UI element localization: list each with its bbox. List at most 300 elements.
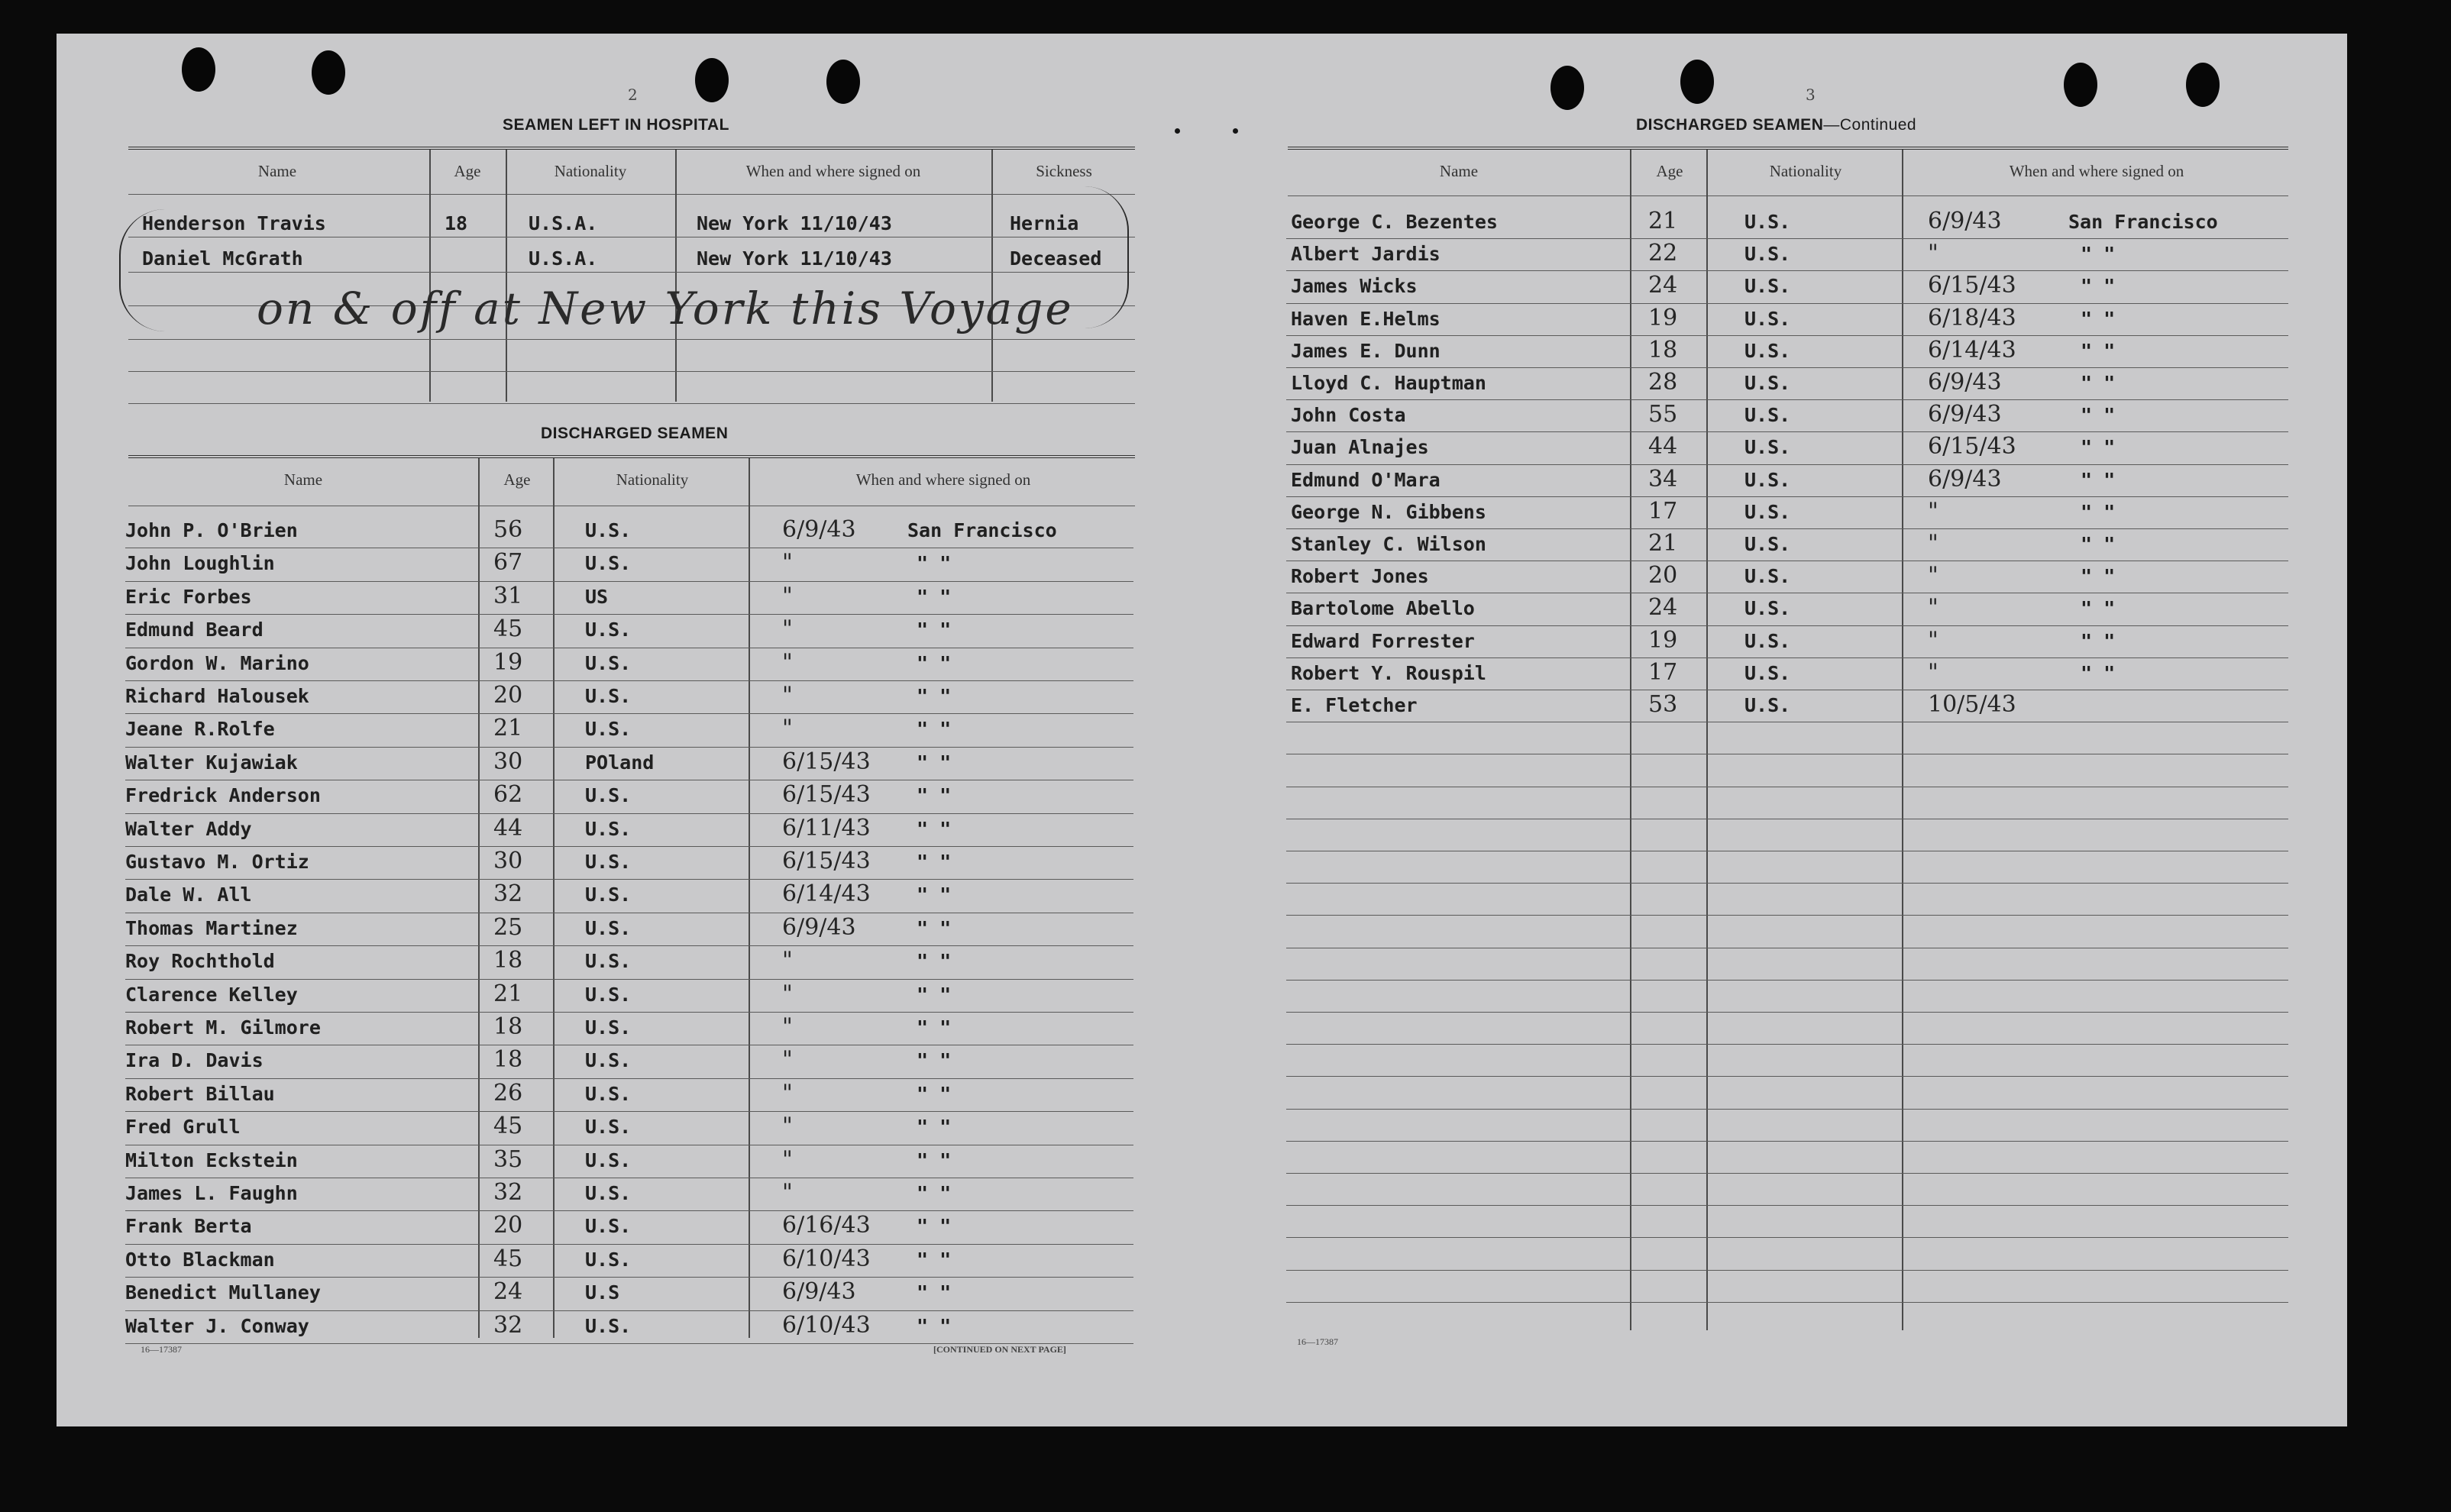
signed-date: "	[782, 947, 793, 974]
seaman-nationality: U.S.	[585, 619, 632, 641]
seaman-nationality: U.S.	[585, 1248, 632, 1271]
seaman-name: Fred Grull	[125, 1116, 241, 1139]
seaman-age: 21	[493, 980, 523, 1007]
seaman-name: Edward Forrester	[1291, 629, 1475, 652]
seaman-nationality: U.S.	[585, 552, 632, 575]
signed-date: 6/16/43	[782, 1212, 871, 1239]
seaman-name: Juan Alnajes	[1291, 436, 1429, 459]
row-rule	[1286, 1141, 2288, 1142]
ditto-marks: " "	[2081, 404, 2116, 427]
row-rule	[125, 1244, 1133, 1245]
signed-date: "	[782, 648, 793, 676]
hospital-nationality: U.S.A.	[529, 247, 598, 270]
seaman-name: James L. Faughn	[125, 1182, 298, 1204]
signed-place: San Francisco	[2068, 211, 2218, 233]
ditto-marks: " "	[917, 1248, 952, 1271]
seaman-nationality: U.S.	[585, 651, 632, 674]
row-rule	[125, 813, 1133, 814]
seaman-age: 31	[493, 582, 523, 609]
seaman-name: Walter J. Conway	[125, 1314, 309, 1337]
col-divider	[1630, 150, 1631, 1330]
row-rule	[125, 747, 1133, 748]
rule	[128, 339, 1135, 340]
seaman-nationality: U.S.	[1744, 436, 1791, 459]
ditto-marks: " "	[917, 1182, 952, 1204]
hospital-sickness: Hernia	[1010, 212, 1079, 234]
signed-date: "	[782, 1179, 793, 1206]
seaman-age: 21	[493, 715, 523, 742]
col-header-age: Age	[503, 470, 531, 489]
ditto-marks: " "	[917, 817, 952, 840]
seaman-name: Richard Halousek	[125, 685, 309, 707]
row-rule	[1286, 367, 2288, 368]
seaman-nationality: U.S.	[585, 685, 632, 707]
col-header-name: Name	[257, 162, 297, 180]
seaman-nationality: US	[585, 585, 609, 608]
seaman-age: 17	[1648, 497, 1678, 525]
handwritten-note: on & off at New York this Voyage	[257, 283, 1074, 334]
col-header-nationality: Nationality	[1769, 162, 1842, 180]
seaman-age: 28	[1648, 369, 1678, 396]
ditto-marks: " "	[2081, 533, 2116, 555]
hospital-age: 18	[445, 212, 468, 234]
col-divider	[553, 458, 555, 1338]
seaman-name: John Costa	[1291, 404, 1406, 427]
signed-date: 6/14/43	[1928, 336, 2016, 363]
seaman-age: 26	[493, 1079, 523, 1107]
ditto-marks: " "	[2081, 307, 2116, 330]
signed-date: "	[1928, 562, 1938, 590]
row-rule	[1286, 1173, 2288, 1174]
row-rule	[125, 1310, 1133, 1311]
seaman-age: 22	[1648, 240, 1678, 267]
signed-place: San Francisco	[907, 519, 1057, 541]
seaman-nationality: U.S.	[585, 519, 632, 541]
punch-hole	[312, 50, 345, 95]
col-divider	[506, 150, 507, 402]
seaman-nationality: U.S.	[585, 1049, 632, 1072]
ditto-marks: " "	[917, 1049, 952, 1072]
row-rule	[1286, 1044, 2288, 1045]
row-rule	[1286, 303, 2288, 304]
seaman-name: George C. Bezentes	[1291, 211, 1498, 233]
seaman-name: Walter Kujawiak	[125, 751, 298, 774]
seaman-nationality: U.S.	[1744, 597, 1791, 620]
form-number: 16—17387	[1297, 1336, 1338, 1347]
ditto-marks: " "	[2081, 243, 2116, 266]
ditto-marks: " "	[917, 718, 952, 741]
signed-date: "	[1928, 497, 1938, 525]
ditto-marks: " "	[917, 983, 952, 1006]
signed-date: 6/15/43	[1928, 433, 2016, 460]
seaman-age: 34	[1648, 465, 1678, 493]
ditto-marks: " "	[2081, 629, 2116, 652]
row-rule	[1286, 496, 2288, 497]
seaman-nationality: U.S.	[1744, 404, 1791, 427]
row-rule	[1286, 1076, 2288, 1077]
seaman-nationality: U.S.	[585, 851, 632, 873]
col-header-name: Name	[1439, 162, 1479, 180]
row-rule	[1286, 625, 2288, 626]
ditto-marks: " "	[917, 585, 952, 608]
seaman-age: 25	[493, 913, 523, 941]
row-rule	[1286, 335, 2288, 336]
seaman-name: Clarence Kelley	[125, 983, 298, 1006]
signed-date: "	[1928, 594, 1938, 622]
seaman-age: 53	[1648, 691, 1678, 718]
row-rule	[1286, 431, 2288, 432]
seaman-nationality: U.S.	[585, 1116, 632, 1139]
rule	[128, 194, 1135, 195]
seaman-name: Albert Jardis	[1291, 243, 1441, 266]
hospital-signed: New York 11/10/43	[697, 247, 892, 270]
row-rule	[1286, 528, 2288, 529]
signed-date: 10/5/43	[1928, 691, 2016, 718]
ditto-marks: " "	[917, 1281, 952, 1304]
col-divider	[1902, 150, 1903, 1330]
seaman-nationality: U.S	[585, 1281, 620, 1304]
signed-date: "	[782, 615, 793, 643]
signed-date: "	[782, 682, 793, 709]
punch-hole	[1680, 60, 1714, 104]
rule	[128, 371, 1135, 372]
ditto-marks: " "	[917, 784, 952, 807]
seaman-age: 24	[1648, 594, 1678, 622]
col-header-age: Age	[1656, 162, 1683, 180]
seaman-age: 56	[493, 516, 523, 543]
ditto-marks: " "	[2081, 468, 2116, 491]
seaman-age: 19	[493, 648, 523, 676]
ditto-marks: " "	[2081, 339, 2116, 362]
seaman-name: Robert Y. Rouspil	[1291, 661, 1486, 684]
signed-date: 6/15/43	[782, 781, 871, 809]
seaman-name: Thomas Martinez	[125, 916, 298, 939]
seaman-age: 67	[493, 549, 523, 577]
seaman-name: Robert Jones	[1291, 565, 1429, 588]
row-rule	[125, 614, 1133, 615]
seaman-name: Gordon W. Marino	[125, 651, 309, 674]
signed-date: 6/9/43	[1928, 208, 2002, 234]
col-header-nationality: Nationality	[554, 162, 627, 180]
seaman-name: Lloyd C. Hauptman	[1291, 372, 1486, 394]
row-rule	[1286, 1302, 2288, 1303]
section-title-discharged: DISCHARGED SEAMEN	[541, 425, 729, 442]
seaman-age: 44	[1648, 433, 1678, 460]
signed-date: "	[782, 980, 793, 1007]
page-number: 2	[628, 86, 638, 104]
col-header-name: Name	[283, 470, 323, 489]
title-main: DISCHARGED SEAMEN	[1636, 116, 1824, 134]
row-rule	[1286, 270, 2288, 271]
row-rule	[1286, 1270, 2288, 1271]
col-divider	[675, 150, 677, 402]
seaman-nationality: U.S.	[585, 1215, 632, 1238]
ditto-marks: " "	[2081, 500, 2116, 523]
ditto-marks: " "	[917, 651, 952, 674]
hospital-sickness: Deceased	[1010, 247, 1102, 270]
seaman-name: Dale W. All	[125, 884, 252, 906]
seaman-age: 21	[1648, 530, 1678, 557]
signed-date: 6/14/43	[782, 880, 871, 908]
seaman-nationality: U.S.	[585, 983, 632, 1006]
seaman-age: 24	[1648, 272, 1678, 299]
seaman-nationality: U.S.	[1744, 661, 1791, 684]
seaman-age: 45	[493, 1113, 523, 1140]
ditto-marks: " "	[2081, 565, 2116, 588]
ditto-marks: " "	[917, 1149, 952, 1171]
seaman-name: Benedict Mullaney	[125, 1281, 321, 1304]
row-rule	[1286, 399, 2288, 400]
seaman-name: Haven E.Helms	[1291, 307, 1441, 330]
signed-date: 6/9/43	[782, 913, 856, 941]
seaman-age: 17	[1648, 658, 1678, 686]
seaman-name: Roy Rochthold	[125, 950, 275, 973]
signed-date: "	[782, 715, 793, 742]
seaman-name: George N. Gibbens	[1291, 500, 1486, 523]
seaman-nationality: U.S.	[1744, 629, 1791, 652]
seaman-name: Fredrick Anderson	[125, 784, 321, 807]
hospital-name: Daniel McGrath	[142, 247, 303, 270]
punch-hole	[1550, 66, 1584, 110]
seaman-nationality: U.S.	[1744, 307, 1791, 330]
seaman-nationality: U.S.	[1744, 275, 1791, 298]
fold-mark	[1233, 128, 1238, 134]
seaman-name: Edmund O'Mara	[1291, 468, 1441, 491]
col-header-nationality: Nationality	[616, 470, 689, 489]
seaman-age: 24	[493, 1278, 523, 1306]
row-rule	[125, 945, 1133, 946]
seaman-age: 18	[493, 947, 523, 974]
signed-date: "	[782, 1013, 793, 1040]
col-divider	[991, 150, 993, 402]
hospital-signed: New York 11/10/43	[697, 212, 892, 234]
punch-hole	[182, 47, 215, 92]
row-rule	[125, 879, 1133, 880]
seaman-nationality: U.S.	[1744, 500, 1791, 523]
rule	[128, 147, 1135, 150]
col-header-signed: When and where signed on	[2009, 162, 2184, 180]
signed-date: 6/9/43	[782, 1278, 856, 1306]
seaman-name: Otto Blackman	[125, 1248, 275, 1271]
seaman-age: 20	[493, 682, 523, 709]
ditto-marks: " "	[2081, 275, 2116, 298]
signed-date: "	[782, 582, 793, 609]
seaman-name: Robert M. Gilmore	[125, 1016, 321, 1039]
section-title-discharged-continued	[1636, 116, 1916, 134]
ditto-marks: " "	[917, 1116, 952, 1139]
col-divider	[749, 458, 750, 1338]
hospital-name: Henderson Travis	[142, 212, 326, 234]
ditto-marks: " "	[917, 1016, 952, 1039]
signed-date: "	[782, 1079, 793, 1107]
section-title-hospital: SEAMEN LEFT IN HOSPITAL	[503, 116, 729, 134]
seaman-name: Jeane R.Rolfe	[125, 718, 275, 741]
ditto-marks: " "	[917, 851, 952, 873]
seaman-name: Ira D. Davis	[125, 1049, 264, 1072]
seaman-nationality: U.S.	[585, 950, 632, 973]
row-rule	[125, 846, 1133, 847]
row-rule	[125, 1210, 1133, 1211]
seaman-nationality: U.S.	[1744, 372, 1791, 394]
seaman-name: Gustavo M. Ortiz	[125, 851, 309, 873]
seaman-age: 18	[1648, 336, 1678, 363]
ditto-marks: " "	[917, 685, 952, 707]
signed-date: 6/10/43	[782, 1245, 871, 1272]
signed-date: 6/15/43	[1928, 272, 2016, 299]
col-divider	[478, 458, 480, 1338]
seaman-nationality: U.S.	[1744, 243, 1791, 266]
seaman-name: John Loughlin	[125, 552, 275, 575]
seaman-age: 45	[493, 615, 523, 643]
seaman-nationality: U.S.	[1744, 339, 1791, 362]
signed-date: 6/9/43	[1928, 369, 2002, 396]
row-rule	[1286, 883, 2288, 884]
form-number: 16—17387	[141, 1344, 182, 1355]
seaman-name: Eric Forbes	[125, 585, 252, 608]
seaman-name: E. Fletcher	[1291, 694, 1418, 716]
seaman-name: Walter Addy	[125, 817, 252, 840]
col-header-signed: When and where signed on	[855, 470, 1031, 489]
ditto-marks: " "	[2081, 597, 2116, 620]
ditto-marks: " "	[917, 1314, 952, 1337]
seaman-age: 32	[493, 1179, 523, 1206]
ditto-marks: " "	[917, 950, 952, 973]
row-rule	[1286, 1012, 2288, 1013]
seaman-age: 20	[1648, 562, 1678, 590]
col-header-sickness: Sickness	[1036, 162, 1092, 180]
seaman-nationality: U.S.	[585, 817, 632, 840]
signed-date: "	[782, 1145, 793, 1173]
continued-note: [CONTINUED ON NEXT PAGE]	[933, 1344, 1066, 1355]
seaman-age: 30	[493, 748, 523, 775]
seaman-age: 35	[493, 1145, 523, 1173]
seaman-age: 55	[1648, 401, 1678, 428]
handwritten-bracket-right	[1085, 186, 1129, 328]
signed-date: 6/10/43	[782, 1311, 871, 1339]
seaman-nationality: U.S.	[585, 1314, 632, 1337]
row-rule	[125, 680, 1133, 681]
seaman-name: Milton Eckstein	[125, 1149, 298, 1171]
row-rule	[1286, 980, 2288, 981]
ditto-marks: " "	[917, 751, 952, 774]
seaman-name: James E. Dunn	[1291, 339, 1441, 362]
row-rule	[1286, 1205, 2288, 1206]
ditto-marks: " "	[917, 1215, 952, 1238]
signed-date: "	[1928, 530, 1938, 557]
signed-date: "	[1928, 626, 1938, 654]
seaman-name: Robert Billau	[125, 1082, 275, 1105]
col-header-age: Age	[454, 162, 481, 180]
seaman-age: 19	[1648, 304, 1678, 331]
document-sheet	[57, 34, 2347, 1426]
title-suffix: —Continued	[1823, 116, 1917, 134]
seaman-age: 32	[493, 1311, 523, 1339]
row-rule	[1286, 915, 2288, 916]
row-rule	[125, 1277, 1133, 1278]
row-rule	[1286, 1109, 2288, 1110]
row-rule	[1286, 657, 2288, 658]
seaman-age: 44	[493, 814, 523, 842]
seaman-age: 30	[493, 848, 523, 874]
signed-date: "	[1928, 658, 1938, 686]
fold-mark	[1175, 128, 1180, 134]
row-rule	[125, 1078, 1133, 1079]
seaman-nationality: U.S.	[1744, 565, 1791, 588]
seaman-name: Frank Berta	[125, 1215, 252, 1238]
ditto-marks: " "	[917, 552, 952, 575]
signed-date: 6/9/43	[1928, 465, 2002, 493]
ditto-marks: " "	[917, 916, 952, 939]
seaman-nationality: POland	[585, 751, 655, 774]
col-divider	[429, 150, 431, 402]
ditto-marks: " "	[2081, 372, 2116, 394]
signed-date: "	[1928, 240, 1938, 267]
rule	[128, 272, 1135, 273]
seaman-nationality: U.S.	[585, 1182, 632, 1204]
seaman-nationality: U.S.	[585, 1016, 632, 1039]
seaman-age: 18	[493, 1013, 523, 1040]
ditto-marks: " "	[917, 619, 952, 641]
seaman-age: 21	[1648, 208, 1678, 234]
signed-date: "	[782, 1046, 793, 1074]
row-rule	[125, 1012, 1133, 1013]
row-rule	[1286, 1237, 2288, 1238]
seaman-age: 18	[493, 1046, 523, 1074]
signed-date: 6/11/43	[782, 814, 871, 842]
rule	[128, 455, 1135, 458]
row-rule	[125, 581, 1133, 582]
punch-hole	[826, 60, 860, 104]
rule	[128, 403, 1135, 404]
rule	[1288, 195, 2288, 196]
seaman-nationality: U.S.	[1744, 533, 1791, 555]
signed-date: 6/18/43	[1928, 304, 2016, 331]
signed-date: 6/15/43	[782, 748, 871, 775]
seaman-name: John P. O'Brien	[125, 519, 298, 541]
ditto-marks: " "	[2081, 436, 2116, 459]
col-divider	[1706, 150, 1708, 1330]
seaman-age: 20	[493, 1212, 523, 1239]
seaman-name: Edmund Beard	[125, 619, 264, 641]
signed-date: "	[782, 549, 793, 577]
punch-hole	[2064, 63, 2097, 107]
signed-date: "	[782, 1113, 793, 1140]
ditto-marks: " "	[2081, 661, 2116, 684]
signed-date: 6/9/43	[782, 516, 856, 543]
ditto-marks: " "	[917, 884, 952, 906]
seaman-nationality: U.S.	[585, 718, 632, 741]
seaman-name: Stanley C. Wilson	[1291, 533, 1486, 555]
seaman-nationality: U.S.	[585, 884, 632, 906]
row-rule	[1286, 238, 2288, 239]
hospital-nationality: U.S.A.	[529, 212, 598, 234]
punch-hole	[2186, 63, 2220, 107]
seaman-age: 19	[1648, 626, 1678, 654]
rule	[1288, 147, 2288, 150]
seaman-age: 45	[493, 1245, 523, 1272]
seaman-age: 62	[493, 781, 523, 809]
seaman-name: James Wicks	[1291, 275, 1418, 298]
row-rule	[125, 1111, 1133, 1112]
seaman-nationality: U.S.	[1744, 211, 1791, 233]
signed-date: 6/15/43	[782, 848, 871, 874]
seaman-age: 32	[493, 880, 523, 908]
seaman-nationality: U.S.	[585, 1082, 632, 1105]
seaman-nationality: U.S.	[585, 784, 632, 807]
seaman-nationality: U.S.	[1744, 468, 1791, 491]
seaman-nationality: U.S.	[585, 1149, 632, 1171]
seaman-name: Bartolome Abello	[1291, 597, 1475, 620]
